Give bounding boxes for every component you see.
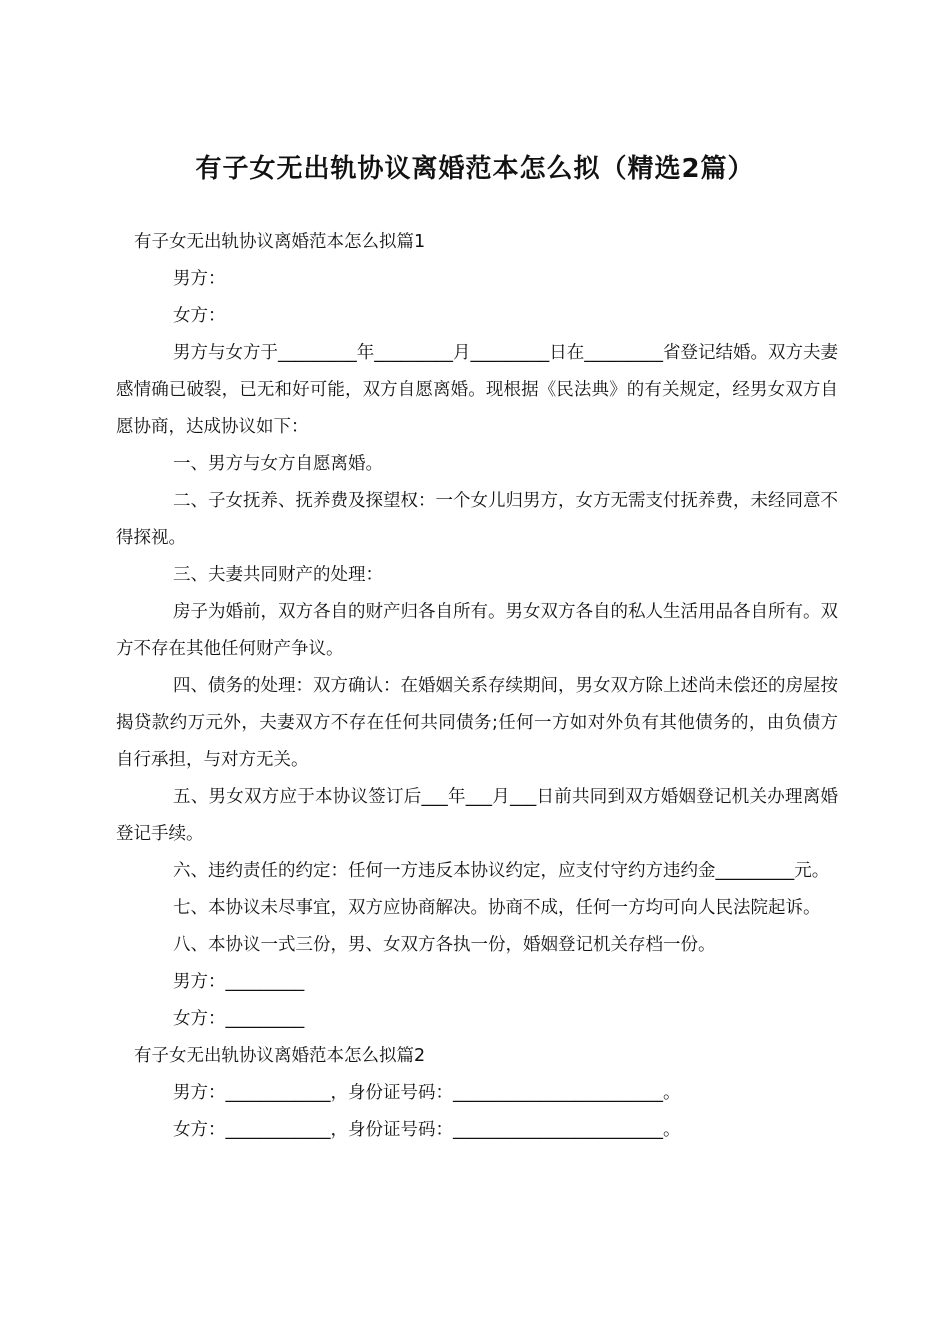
male-party-line: 男方： xyxy=(173,269,226,289)
female-signature-line: 女方：_________ xyxy=(173,1009,305,1029)
clause-5: 五、男女双方应于本协议签订后___年___月___日前共同到双方婚姻登记机关办理离婚登记手续。 xyxy=(116,787,838,844)
document-body xyxy=(116,224,838,1149)
section2-heading: 有子女无出轨协议离婚范本怎么拟篇2 xyxy=(134,1046,426,1066)
page-title: 有子女无出轨协议离婚范本怎么拟（精选2篇） xyxy=(195,154,755,185)
male-signature-line: 男方：_________ xyxy=(173,972,305,992)
clause-8: 八、本协议一式三份，男、女双方各执一份，婚姻登记机关存档一份。 xyxy=(173,935,716,955)
clause-7: 七、本协议未尽事宜，双方应协商解决。协商不成，任何一方均可向人民法院起诉。 xyxy=(173,898,821,918)
clause-6: 六、违约责任的约定：任何一方违反本协议约定，应支付守约方违约金_________元。 xyxy=(173,861,830,881)
clause-1: 一、男方与女方自愿离婚。 xyxy=(173,454,383,474)
clause-4: 四、债务的处理：双方确认：在婚姻关系存续期间，男女双方除上述尚未偿还的房屋按揭贷款约万元外，夫妻双方不存在任何共同债务;任何一方如对外负有其他债务的，由负债方自行承担，与对方无关。 xyxy=(116,676,838,770)
section2-male-line: 男方：____________，身份证号码：________________________。 xyxy=(173,1083,681,1103)
intro-paragraph: 男方与女方于_________年_________月_________日在_________省登记结婚。双方夫妻感情确已破裂，已无和好可能，双方自愿离婚。现根据《民法典》的有关规定，经男女双方自愿协商，达成协议如下： xyxy=(116,343,838,437)
clause-3: 三、夫妻共同财产的处理： xyxy=(173,565,383,585)
clause-3-detail: 房子为婚前，双方各自的财产归各自所有。男女双方各自的私人生活用品各自所有。双方不存在其他任何财产争议。 xyxy=(116,602,838,659)
clause-2: 二、子女抚养、抚养费及探望权：一个女儿归男方，女方无需支付抚养费，未经同意不得探视。 xyxy=(116,491,838,548)
section2-female-line: 女方：____________，身份证号码：________________________。 xyxy=(173,1120,681,1140)
section1-heading: 有子女无出轨协议离婚范本怎么拟篇1 xyxy=(134,232,426,252)
female-party-line: 女方： xyxy=(173,306,226,326)
